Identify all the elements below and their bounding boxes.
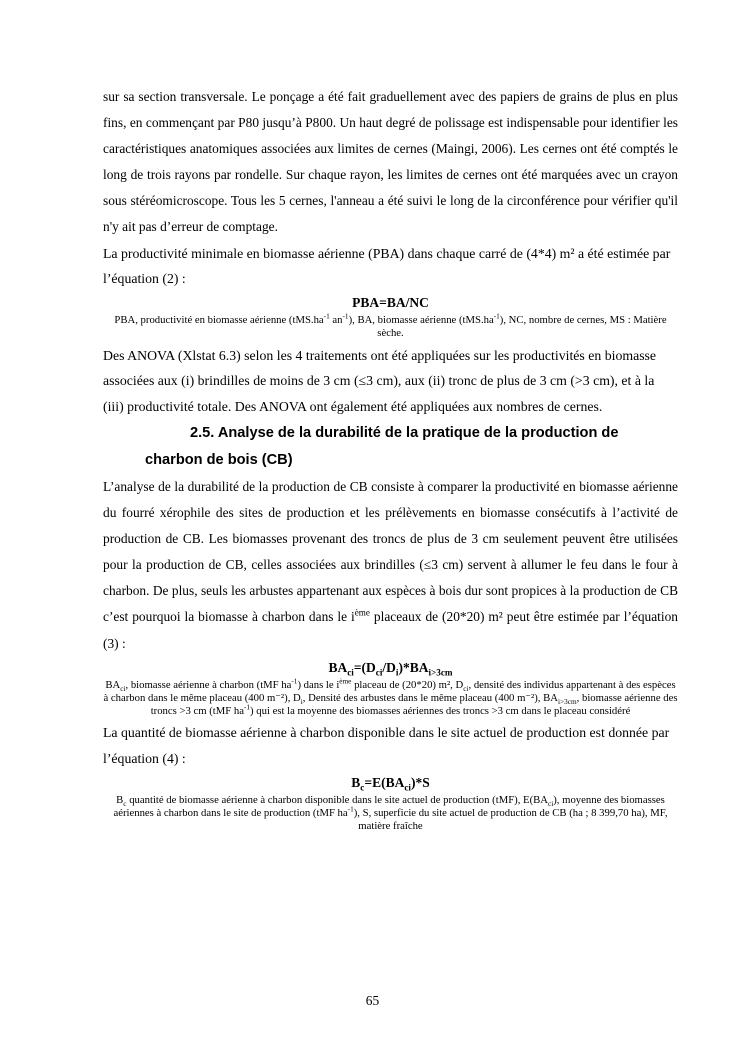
paragraph-pba-intro: La productivité minimale en biomasse aérienne (PBA) dans chaque carré de (4*4) m² a été estimée par l’équation (2) : xyxy=(103,245,671,287)
equation-baci: $BA_{ci}=(D_{ci}/D_i)*BA_{i>3cm}$ xyxy=(328,659,453,678)
equation-bc: $B_c=E(BA_{ci})*S$ xyxy=(351,774,430,793)
paragraph-sustainability: L’analyse de la durabilité de la production de CB consiste à comparer la productivité en biomasse aérienne du fourré xérophile des sites de production et les prélèvements en biomasse consécutifs à l’activité de production de CB. Les biomasses provenant des troncs de plus de 3 cm seulement peuvent être utilisées pour la production de CB, celles associées aux brindilles (≤3 cm) servent à allumer le feu dans le four à charbon. De plus, seuls les arbustes appartenant aux espèces à bois dur sont propices à la production de CB c’est pourquoi la biomasse à charbon dans le $i^{ème}$ placeaux de (20*20) m² peut être estimée par l’équation (3) : xyxy=(103,478,678,651)
paragraph-sanding: sur sa section transversale. Le ponçage a été fait graduellement avec des papiers de grains de plus en plus fins, en commençant par P80 jusqu’à P800. Un haut degré de polissage est indispensable pour identifier les caractéristiques anatomiques associées aux limites de cernes (Maingi, 2006). Les cernes ont été comptés le long de trois rayons par rondelle. Sur chaque rayon, les limites de cernes ont été marquées avec un crayon sous stéréomicroscope. Tous les 5 cernes, l'anneau a été suivi le long de la circonférence pour vérifier qu'il n'y ait pas d’erreur de comptage. xyxy=(103,89,678,235)
equation-pba: PBA=BA/NC xyxy=(352,295,429,311)
legend-baci: $BA_{ci}$, biomasse aérienne à charbon (tMF $ha^{-1}$) dans le $i^{ème}$ placeau de (20*20) m², $D_{ci}$, densité des individus appartenant à des espèces à charbon dans le même placeau (400 m⁻²), $D_i$, Densité des arbustes dans le même placeau (400 m⁻²), $BA_{i>3cm}$, biomasse aérienne des troncs >3 cm (tMF $ha^{-1}$) qui est la moyenne des biomasses aériennes des troncs >3 cm dans le placeau considéré xyxy=(103,677,678,718)
section-heading-line2: charbon de bois (CB) xyxy=(145,451,293,468)
page-number: 65 xyxy=(365,993,380,1008)
legend-bc: $B_c$ quantité de biomasse aérienne à charbon disponible dans le site actuel de production (tMF), $E(BA_{ci})$, moyenne des biomasses aériennes à charbon dans le site de production (tMF $ha^{-1}$), S, superficie du site actuel de production de CB (ha ; 8 399,70 ha), MF, matière fraîche xyxy=(113,793,668,833)
legend-pba: PBA, productivité en biomasse aérienne ($tMS.ha^{-1}$ $an^{-1}$), BA, biomasse aérienne $(tMS.ha^{-1})$, NC, nombre de cernes, MS : Matière sèche. xyxy=(114,312,667,340)
section-heading-line1: 2.5. Analyse de la durabilité de la pratique de la production de xyxy=(190,424,619,441)
paragraph-quantity: La quantité de biomasse aérienne à charbon disponible dans le site actuel de production est donnée par l’équation (4) : xyxy=(103,725,670,767)
paragraph-anova: Des ANOVA (Xlstat 6.3) selon les 4 traitements ont été appliquées sur les productivités en biomasse associées aux (i) brindilles de moins de 3 cm (≤3 cm), aux (ii) tronc de plus de 3 cm (>3 cm), et à la (iii) productivité totale. Des ANOVA ont également été appliquées aux nombres de cernes. xyxy=(103,347,657,415)
page-body xyxy=(103,84,678,835)
